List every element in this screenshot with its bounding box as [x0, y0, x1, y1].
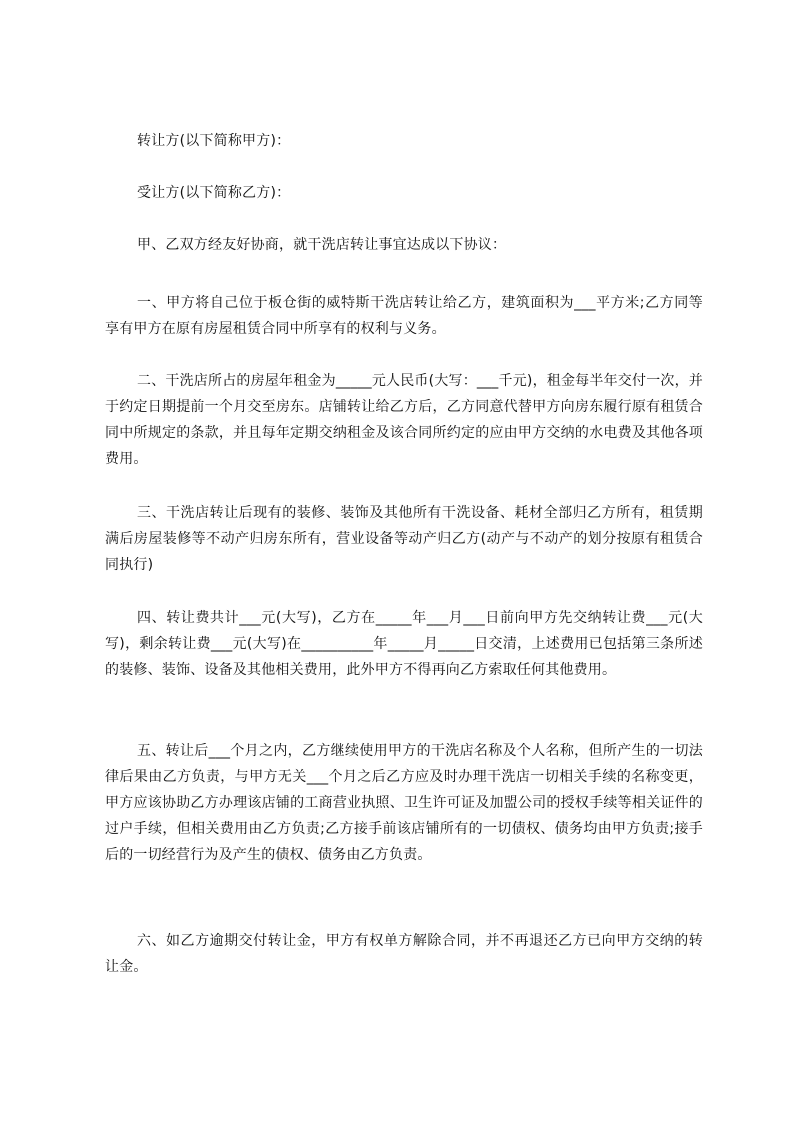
- clause-5: 五、转让后___个月之内，乙方继续使用甲方的干洗店名称及个人名称，但所产生的一切法律后果由乙方负责，与甲方无关___个月之后乙方应及时办理干洗店一切相关手续的名称变更，甲方应该协助乙方办理该店铺的工商营业执照、卫生许可证及加盟公司的授权手续等相关证件的过户手续，但相关费用由乙方负责;乙方接手前该店铺所有的一切债权、债务均由甲方负责;接手后的一切经营行为及产生的债权、债务由乙方负责。: [105, 743, 703, 863]
- clause-6: 六、如乙方逾期交付转让金，甲方有权单方解除合同，并不再退还乙方已向甲方交纳的转让金。: [105, 933, 703, 975]
- agreement-intro: 甲、乙双方经友好协商，就干洗店转让事宜达成以下协议：: [137, 237, 507, 253]
- party-b-label: 受让方(以下简称乙方)：: [137, 185, 291, 201]
- party-a-label: 转让方(以下简称甲方)：: [137, 133, 291, 149]
- clause-3: 三、干洗店转让后现有的装修、装饰及其他所有干洗设备、耗材全部归乙方所有，租赁期满后房屋装修等不动产归房东所有，营业设备等动产归乙方(动产与不动产的划分按原有租赁合同执行): [105, 505, 703, 573]
- clause-1: 一、甲方将自己位于板仓街的威特斯干洗店转让给乙方，建筑面积为___平方米;乙方同等享有甲方在原有房屋租赁合同中所享有的权利与义务。: [105, 295, 703, 337]
- clause-2: 二、干洗店所占的房屋年租金为_____元人民币(大写：___千元)，租金每半年交付一次，并于约定日期提前一个月交至房东。店铺转让给乙方后，乙方同意代替甲方向房东履行原有租赁合同中所规定的条款，并且每年定期交纳租金及该合同所约定的应由甲方交纳的水电费及其他各项费用。: [105, 373, 703, 467]
- clause-4: 四、转让费共计___元(大写)，乙方在_____年___月___日前向甲方先交纳转让费___元(大写)，剩余转让费___元(大写)在__________年_____月_____日交清，上述费用已包括第三条所述的装修、装饰、设备及其他相关费用，此外甲方不得再向乙方索取任何其他费用。: [105, 610, 703, 678]
